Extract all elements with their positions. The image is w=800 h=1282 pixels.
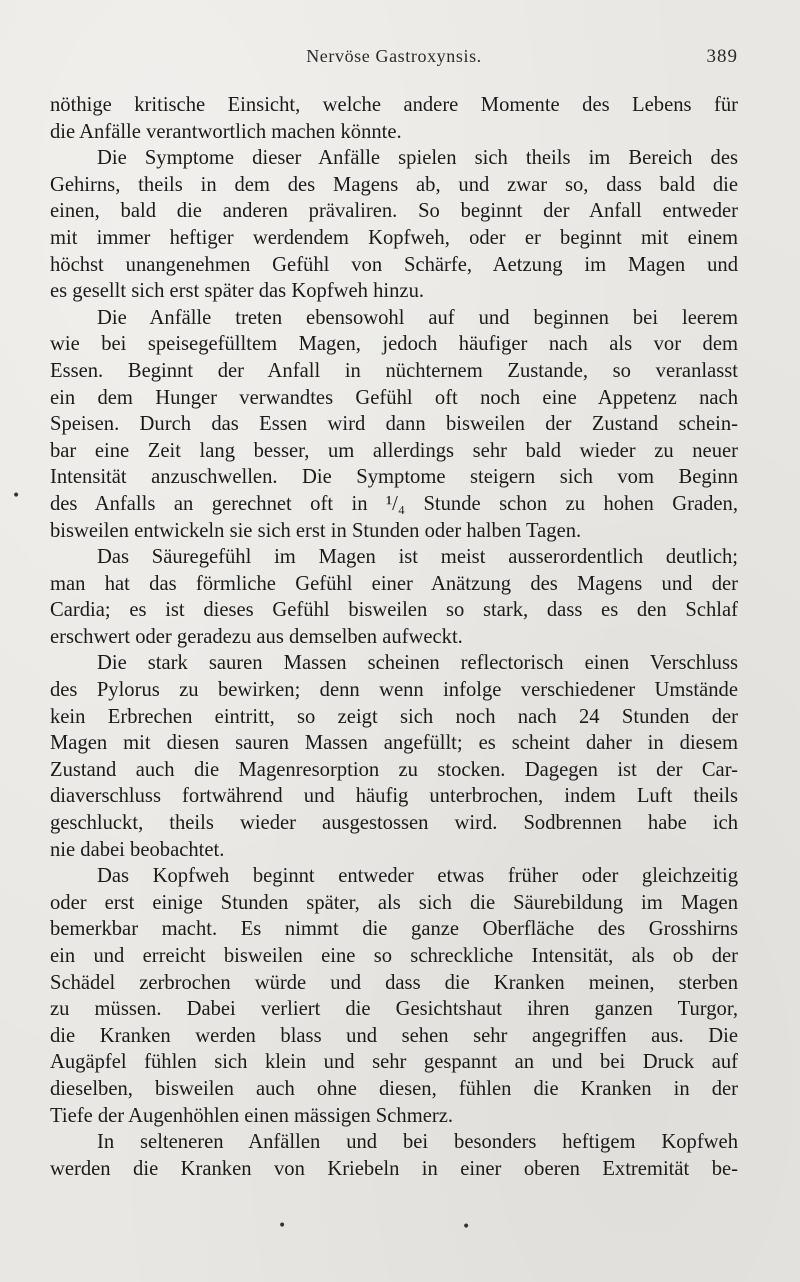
text-line: des Pylorus zu bewirken; denn wenn infolge verschiedener Umstände xyxy=(50,679,738,702)
paragraph xyxy=(50,145,738,305)
text-line: des Anfalls an gerechnet oft in ¹/₄ Stunde schon zu hohen Graden, xyxy=(50,492,738,515)
running-title: Nervöse Gastroxynsis. xyxy=(306,46,482,66)
body-text xyxy=(50,92,738,1182)
text-line: Intensität anzuschwellen. Die Symptome steigern sich vom Beginn xyxy=(50,466,738,489)
text-line: es gesellt sich erst später das Kopfweh hinzu. xyxy=(50,280,425,303)
text-line: kein Erbrechen eintritt, so zeigt sich noch nach 24 Stunden der xyxy=(50,705,738,728)
paragraph xyxy=(50,1129,738,1182)
text-line: Tiefe der Augenhöhlen einen mässigen Schmerz. xyxy=(50,1104,454,1127)
text-line: mit immer heftiger werdendem Kopfweh, oder er beginnt mit einem xyxy=(50,226,738,249)
text-line: Die Anfälle treten ebensowohl auf und beginnen bei leerem xyxy=(97,306,738,329)
running-head xyxy=(50,46,738,72)
paragraph xyxy=(50,863,738,1129)
paragraph xyxy=(50,544,738,650)
footer-speck: • xyxy=(462,1219,471,1235)
text-line: man hat das förmliche Gefühl einer Anätzung des Magens und der xyxy=(50,572,738,595)
text-line: Die Symptome dieser Anfälle spielen sich theils im Bereich des xyxy=(97,147,738,170)
text-line: werden die Kranken von Kriebeln in einer oberen Extremität be- xyxy=(50,1157,738,1180)
text-line: Speisen. Durch das Essen wird dann bisweilen der Zustand schein- xyxy=(50,413,738,436)
text-line: Cardia; es ist dieses Gefühl bisweilen so stark, dass es den Schlaf xyxy=(50,599,738,622)
text-line: Magen mit diesen sauren Massen angefüllt; es scheint daher in diesem xyxy=(50,732,738,755)
footer-speck: • xyxy=(278,1218,287,1234)
text-line: Zustand auch die Magenresorption zu stocken. Dagegen ist der Car- xyxy=(50,758,738,781)
text-line: Augäpfel fühlen sich klein und sehr gespannt an und bei Druck auf xyxy=(50,1051,738,1074)
text-line: ein dem Hunger verwandtes Gefühl oft noch eine Appetenz nach xyxy=(50,386,738,409)
page-number: 389 xyxy=(706,46,738,67)
text-line: geschluckt, theils wieder ausgestossen wird. Sodbrennen habe ich xyxy=(50,812,738,835)
paragraph xyxy=(50,650,738,863)
text-line: zu müssen. Dabei verliert die Gesichtshaut ihren ganzen Turgor, xyxy=(50,998,738,1021)
paragraph xyxy=(50,92,738,145)
text-line: oder erst einige Stunden später, als sich die Säurebildung im Magen xyxy=(50,891,738,914)
text-line: In selteneren Anfällen und bei besonders heftigem Kopfweh xyxy=(97,1131,738,1154)
text-line: diaverschluss fortwährend und häufig unterbrochen, indem Luft theils xyxy=(50,785,738,808)
text-line: erschwert oder geradezu aus demselben aufweckt. xyxy=(50,625,463,648)
text-line: bisweilen entwickeln sie sich erst in Stunden oder halben Tagen. xyxy=(50,519,582,542)
text-line: nie dabei beobachtet. xyxy=(50,838,225,861)
text-line: Essen. Beginnt der Anfall in nüchternem Zustande, so veranlasst xyxy=(50,359,738,382)
text-line: bemerkbar macht. Es nimmt die ganze Oberfläche des Grosshirns xyxy=(50,918,738,941)
text-line: nöthige kritische Einsicht, welche andere Momente des Lebens für xyxy=(50,94,738,116)
text-line: Schädel zerbrochen würde und dass die Kranken meinen, sterben xyxy=(50,971,738,994)
margin-speck: • xyxy=(12,488,21,504)
text-line: wie bei speisegefülltem Magen, jedoch häufiger nach als vor dem xyxy=(50,333,738,356)
text-line: die Anfälle verantwortlich machen könnte. xyxy=(50,120,402,143)
text-line: bar eine Zeit lang besser, um allerdings sehr bald wieder zu neuer xyxy=(50,439,738,462)
text-line: Gehirns, theils in dem des Magens ab, und zwar so, dass bald die xyxy=(50,173,738,196)
paragraph xyxy=(50,305,738,544)
text-line: ein und erreicht bisweilen eine so schreckliche Intensität, als ob der xyxy=(50,945,738,967)
text-line: Das Säuregefühl im Magen ist meist ausserordentlich deutlich; xyxy=(97,546,738,569)
text-line: dieselben, bisweilen auch ohne diesen, fühlen die Kranken in der xyxy=(50,1077,738,1100)
text-line: die Kranken werden blass und sehen sehr angegriffen aus. Die xyxy=(50,1024,738,1047)
text-line: einen, bald die anderen prävaliren. So beginnt der Anfall entweder xyxy=(50,200,738,223)
text-line: Die stark sauren Massen scheinen reflectorisch einen Verschluss xyxy=(97,652,738,675)
text-line: Das Kopfweh beginnt entweder etwas früher oder gleichzeitig xyxy=(97,865,738,888)
text-line: höchst unangenehmen Gefühl von Schärfe, Aetzung im Magen und xyxy=(50,253,738,276)
